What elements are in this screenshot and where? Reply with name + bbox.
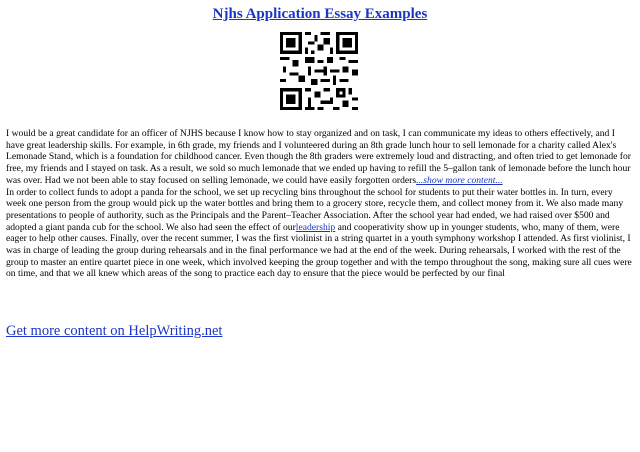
essay-paragraph-2-text-before: In order to collect funds to adopt a panda for the school, we set up recycling bins throughout the school for students to put their water bottles in. In turn, every week one person from the group would pick up the water bottles and bring them to a grocery store, recycle them, and collect money from it. We also made many presentations to people of authority, such as the Principals and the Parent–Teacher Association. After the school year had ended, we had raised over $500 and adopted a giant panda cub for the school. We also had seen the effect of our	[6, 186, 624, 233]
leadership-link[interactable]: leadership	[295, 221, 336, 233]
show-more-link[interactable]: ...show more content...	[416, 174, 503, 186]
essay-paragraph-2	[6, 187, 634, 281]
essay-paragraph-2-text-after: and cooperativity show up in younger students, who, many of them, were eager to help other causes. Finally, over the recent summer, I was the first violinist in a string quartet in a youth symphony workshop I attended. As first violinist, I was in charge of leading the group during rehearsals and in the final performance we had at the end of the week. During rehearsals, I worked with the rest of the group to master an entire quartet piece in one week, which involved keeping the group together and with the tempo throughout the song, making sure all cues were on time, and that we all knew which areas of the song to practice each day to ensure that the piece would be perfected by our final	[6, 221, 632, 280]
qr-code-icon	[280, 32, 358, 110]
essay-paragraph-1-text: I would be a great candidate for an officer of NJHS because I know how to stay organized and on task, I can communicate my ideas to others effectively, and I have great leadership skills. For example, in 6th grade, my friends and I volunteered during an 8th grade lunch hour to sell lemonade for a charity called Alex's Lemonade Stand, which is a foundation for childhood cancer. Even though the 8th graders were extremely loud and distracting, and often tried to get lemonade for free, my friends and I stayed on task. As a result, we sold so much lemonade that we ended up having to refill the 5–gallon tank of lemonade before the lunch hour was over. Had we not been able to stay focused on selling lemonade, we could have easily forgotten orders	[6, 128, 631, 186]
essay-body	[6, 128, 634, 280]
essay-paragraph-1	[6, 128, 634, 187]
get-more-content-link[interactable]: Get more content on HelpWriting.net	[6, 323, 223, 339]
page-title-link[interactable]: Njhs Application Essay Examples	[212, 6, 428, 22]
